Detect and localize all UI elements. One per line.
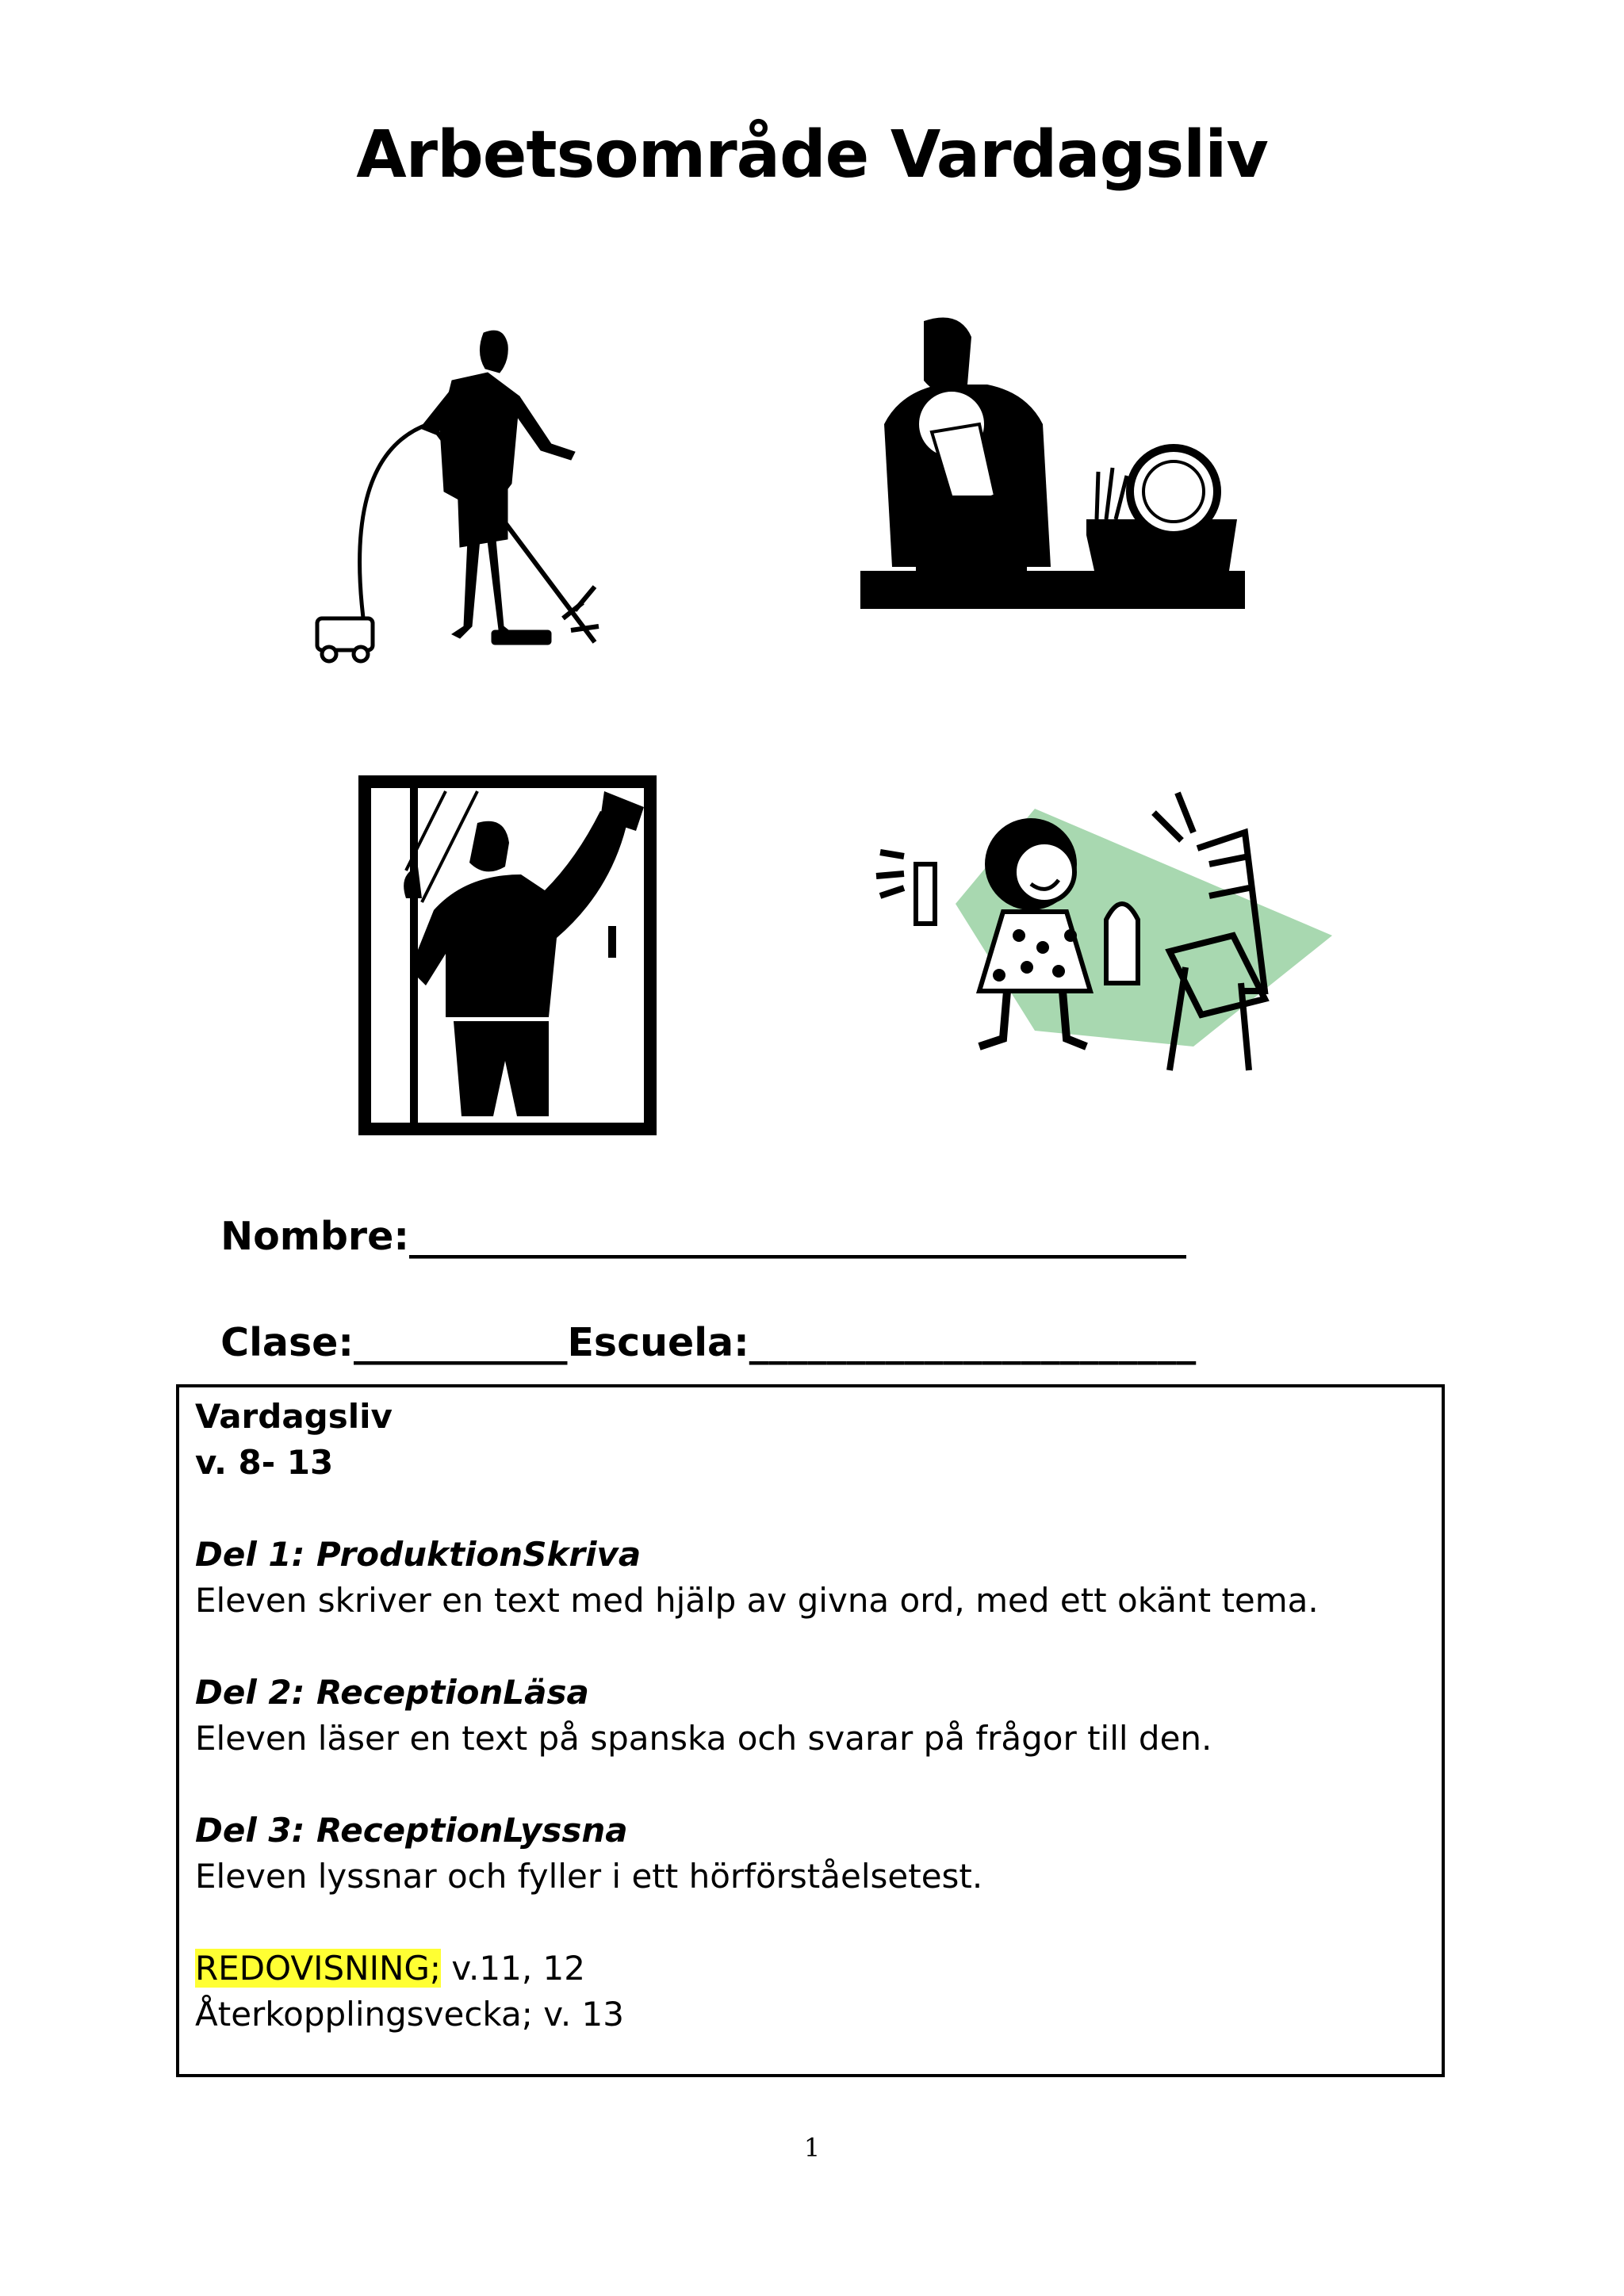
page-title: Arbetsområde Vardagsliv: [356, 117, 1268, 193]
part-1-title: Del 1: ProduktionSkriva: [195, 1535, 642, 1574]
feedback-line: Återkopplingsvecka; v. 13: [195, 1995, 624, 2034]
class-school-field[interactable]: [193, 1275, 1196, 1365]
box-heading: Vardagsliv: [195, 1397, 393, 1436]
part-2-text: Eleven läser en text på spanska och svarar på frågor till den.: [195, 1719, 1212, 1758]
info-box: [176, 1384, 1445, 2077]
part-1-text: Eleven skriver en text med hjälp av givna ord, med ett okänt tema.: [195, 1581, 1319, 1620]
presentation-weeks: v.11, 12: [441, 1949, 585, 1988]
page-number: 1: [803, 2133, 821, 2163]
name-blank[interactable]: ________________________________________: [408, 1214, 1186, 1259]
presentation-label: REDOVISNING;: [195, 1949, 442, 1988]
name-field[interactable]: [193, 1169, 1186, 1259]
man-drying-dishes-icon: [860, 313, 1249, 614]
presentation-line: [195, 1946, 585, 1992]
class-blank[interactable]: ___________: [353, 1320, 568, 1365]
woman-vacuuming-icon: [301, 317, 619, 674]
part-2-title: Del 2: ReceptionLäsa: [195, 1673, 589, 1712]
school-label: Escuela:: [567, 1320, 749, 1365]
girl-cleaning-chair-icon: [868, 777, 1332, 1086]
man-cleaning-window-icon: [358, 775, 657, 1135]
school-blank[interactable]: _______________________: [749, 1320, 1197, 1365]
part-3-text: Eleven lyssnar och fyller i ett hörförståelsetest.: [195, 1857, 983, 1896]
name-label: Nombre:: [220, 1214, 409, 1259]
class-label: Clase:: [220, 1320, 354, 1365]
part-3-title: Del 3: ReceptionLyssna: [195, 1811, 628, 1850]
box-weeks: v. 8- 13: [195, 1443, 334, 1482]
